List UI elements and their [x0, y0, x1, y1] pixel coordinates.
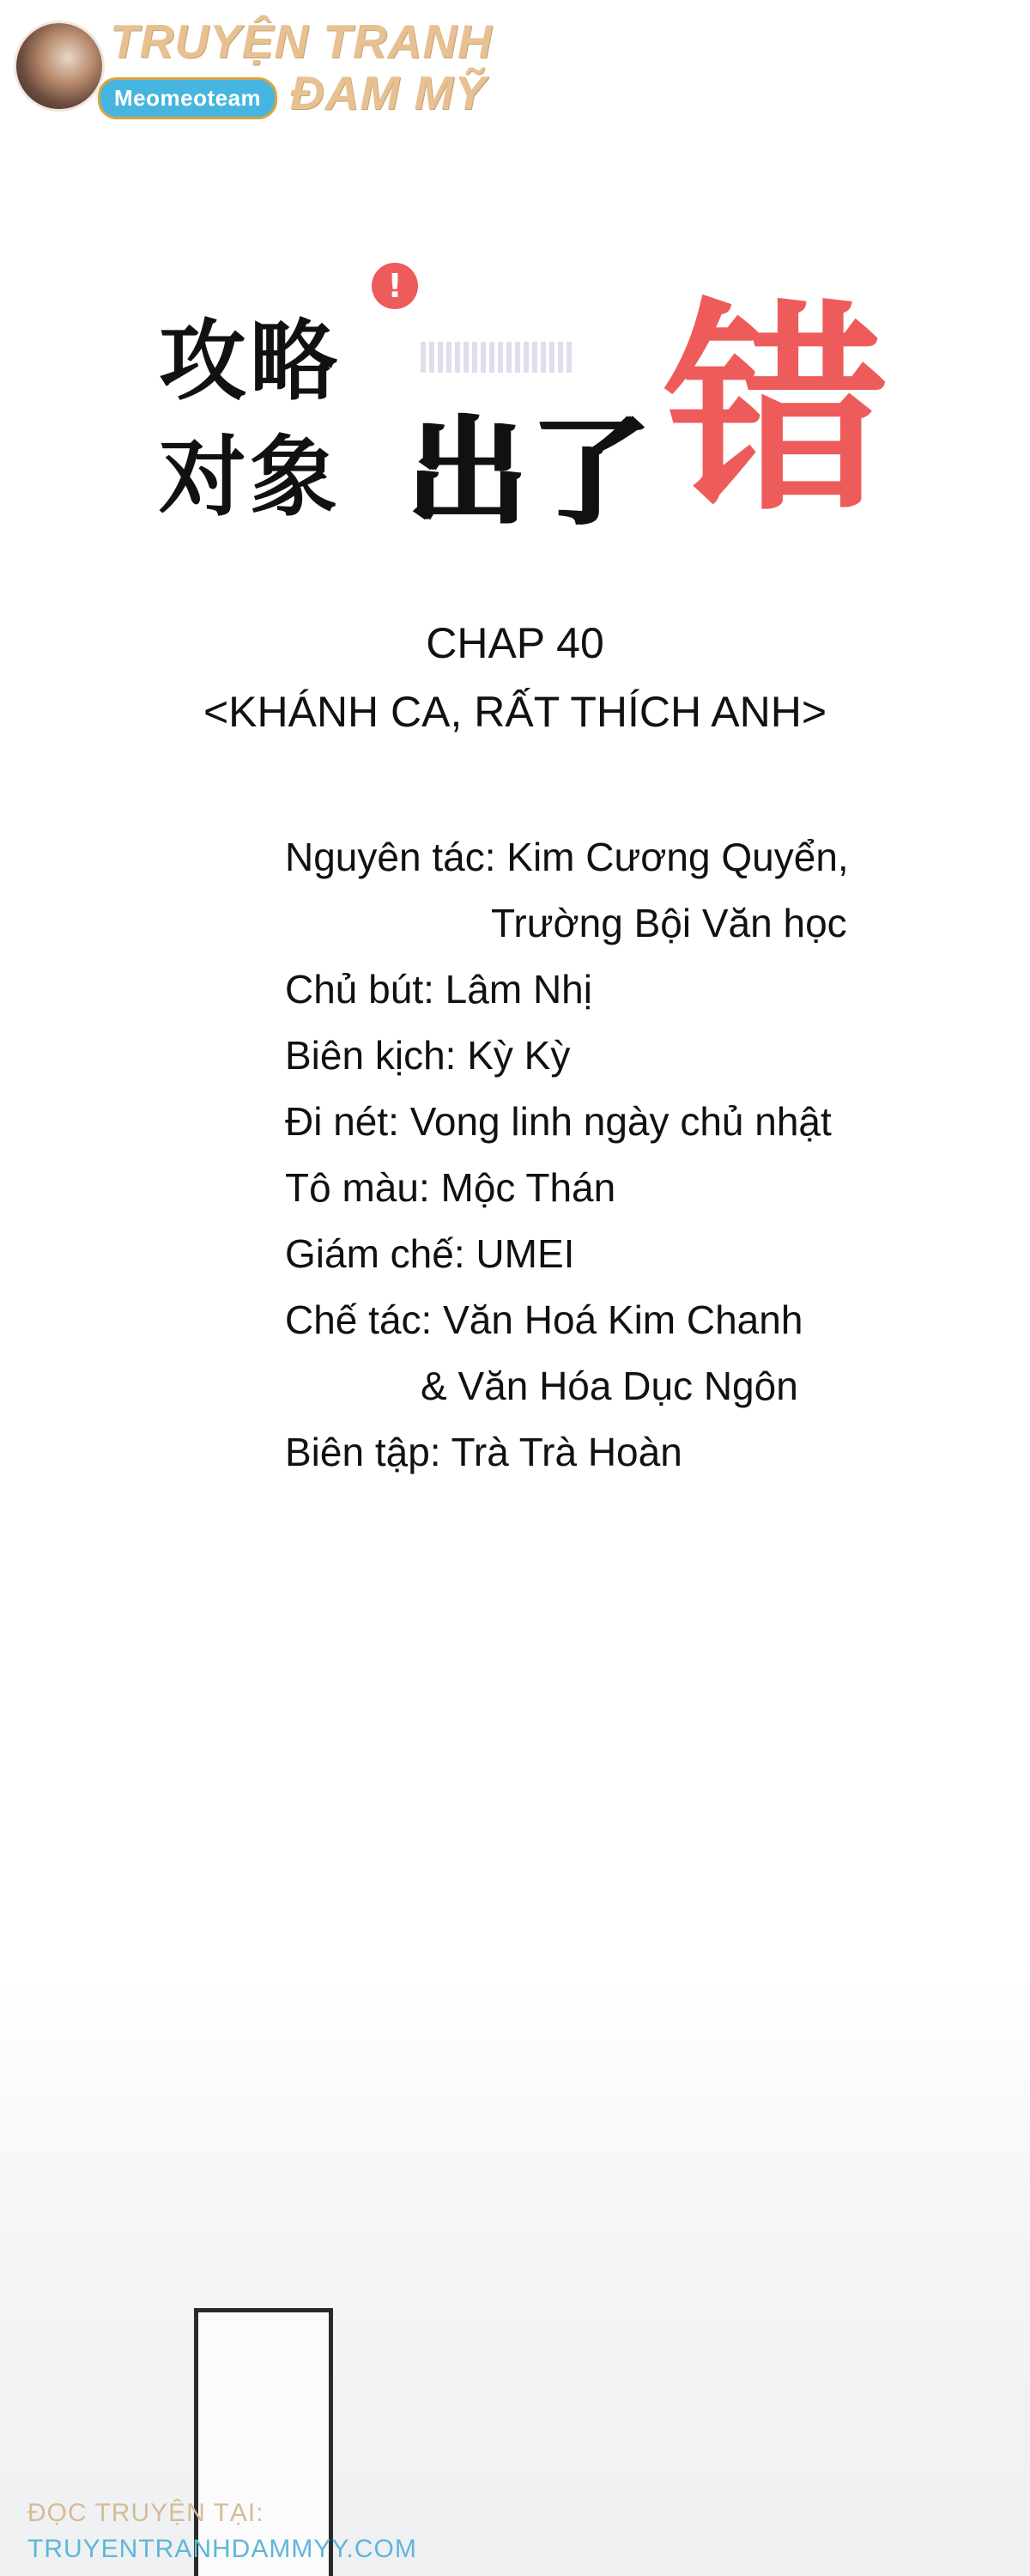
credit-row: Đi nét: Vong linh ngày chủ nhật: [285, 1099, 832, 1144]
chapter-number: CHAP 40: [426, 619, 604, 667]
logo-text-line2: 对象: [159, 427, 341, 529]
credit-row: Nguyên tác: Kim Cương Quyển,: [285, 835, 849, 879]
site-link[interactable]: TRUYENTRANHDAMMYY.COM: [27, 2535, 417, 2563]
credit-row: Trường Bội Văn học: [491, 901, 847, 945]
chapter-subtitle: <KHÁNH CA, RẤT THÍCH ANH>: [203, 688, 827, 736]
avatar: [14, 21, 105, 112]
credit-row: Biên tập: Trà Trà Hoàn: [285, 1430, 682, 1474]
read-at-label: ĐỌC TRUYỆN TẠI:: [27, 2499, 264, 2527]
credit-row: Biên kịch: Kỳ Kỳ: [285, 1033, 571, 1078]
alert-icon: !: [372, 263, 418, 309]
team-badge: Meomeoteam: [98, 77, 277, 119]
credit-row: Chủ bút: Lâm Nhị: [285, 967, 592, 1012]
credits-list: [285, 824, 849, 1485]
glitch-decoration: [421, 342, 575, 373]
site-title-line2: ĐAM MỸ: [290, 66, 488, 119]
logo-text-line1: 攻略: [159, 311, 341, 413]
credit-row: Chế tác: Văn Hoá Kim Chanh: [285, 1297, 803, 1342]
logo-text-line3: 出了: [408, 404, 656, 542]
site-title-line1: TRUYỆN TRANH: [110, 15, 493, 68]
credit-row: Giám chế: UMEI: [285, 1231, 575, 1276]
credit-row: Tô màu: Mộc Thán: [285, 1165, 616, 1210]
logo-text-accent: 错: [665, 282, 888, 541]
credit-row: & Văn Hóa Dục Ngôn: [421, 1364, 798, 1408]
comic-logo: [159, 258, 914, 567]
